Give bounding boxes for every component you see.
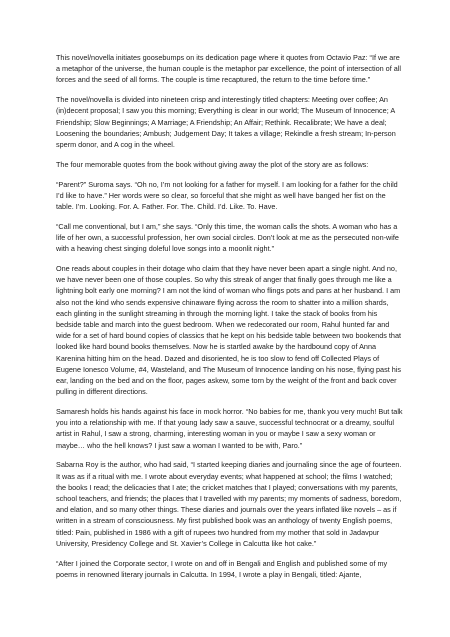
paragraph-chapters: The novel/novella is divided into nineteen crisp and interestingly titled chapters: Meeting over coffee; An (in)decent proposal; I saw you this morning; Everything is clear in our world; The Museum of Innocence; A Friendship; Slow Beginnings; A Marriage; A Friendship; An Affair; Rethink. Recalibrate; We have a deal; Loosening the boundaries; Ambush; Judgement Day; It takes a village; Rekindle a fresh stream; In-person sperm donor, and A cog in the wheel. bbox=[56, 95, 396, 150]
paragraph-corporate: “After I joined the Corporate sector, I wrote on and off in Bengali and English and published some of my poems in renowned literary journals in Calcutta. In 1994, I wrote a play in Bengali, titled: Ajante, bbox=[56, 558, 388, 579]
paragraph-quote-parent: “Parent?” Suroma says. “Oh no, I’m not looking for a father for myself. I am looking for a father for the child I’d like to have.” Her words were so clear, so forceful that she might as well have banged her fist on the table. I’m. Looking. For. A. Father. For. The. Child. I’d. Like. To. Have. bbox=[56, 179, 398, 212]
paragraph-quote-couples: One reads about couples in their dotage who claim that they have never been apart a single night. And no, we have never been one of those couples. So why this streak of anger that finally goes through me like a lightning bolt early one morning? I am not the kind of woman who flings pots and pans at her husband. I am also not the kind who sends expensive chinaware flying across the room to shatter into a million shards, each glinting in the sunlight streaming in through the morning light. I take the stack of books from his bedside table and march into the guest bedroom. When we redecorated our room, Rahul hunted far and wide for a set of hard bound copies of classics that he kept on his bedside table between two bookends that looked like hard bound books themselves. Now he is startled awake by the hardbound copy of Anna Karenina hitting him on the head. Dazed and disoriented, he is too slow to fend off Collected Plays of Eugene Ionesco Volume, #4, Wasteland, and The Museum of Innocence landing on his nose, flying past his ear, landing on the bed and on the floor, pages askew, some torn by the weight of the front and back cover pulling in different directions. bbox=[56, 264, 401, 397]
paragraph-dedication: This novel/novella initiates goosebumps on its dedication page where it quotes from Octavio Paz: “If we are a metaphor of the universe, the human couple is the metaphor par excellence, the point of intersection of all forces and the seed of all forms. The couple is time recaptured, the return to the time before time.” bbox=[56, 53, 401, 85]
paragraph-author-bio: Sabarna Roy is the author, who had said, “I started keeping diaries and journaling since the age of fourteen. It was as if a ritual with me. I wrote about everyday events; what happened at school; the films I watched; the books I read; the delicacies that I ate; the cricket matches that I played; conversations with my parents, school teachers, and friends; the places that I travelled with my parents; my moments of sadness, boredom, and elation, and so many other things. These diaries and journals over the years inflated like novels – as if written in a stream of consciousness. My first published book was an anthology of twenty English poems, titled: Pain, published in 1986 with a gift of rupees two hundred from my mother that sold in Jadavpur University, Presidency College and St. Xavier’s College in Calcutta like hot cake.” bbox=[56, 460, 402, 548]
paragraph-quotes-intro: The four memorable quotes from the book without giving away the plot of the story are as follows: bbox=[56, 159, 369, 169]
paragraph-quote-conventional: “Call me conventional, but I am,” she says. “Only this time, the woman calls the shots. A woman who has a life of her own, a successful profession, her own social circles. Don’t look at me as the persecuted non-wife with a heaving chest singing doleful love songs into a moonlit night.” bbox=[56, 221, 399, 254]
paragraph-quote-samaresh: Samaresh holds his hands against his face in mock horror. “No babies for me, thank you very much! But talk you into a relationship with me. If that young lady saw a sauve, successful technocrat or a dreamy, soulful artist in Rahul, I saw a strong, charming, interesting woman in you or maybe I saw a sexy woman or maybe… who the hell knows? I just saw a woman I wanted to be with, Paro.” bbox=[56, 407, 403, 450]
